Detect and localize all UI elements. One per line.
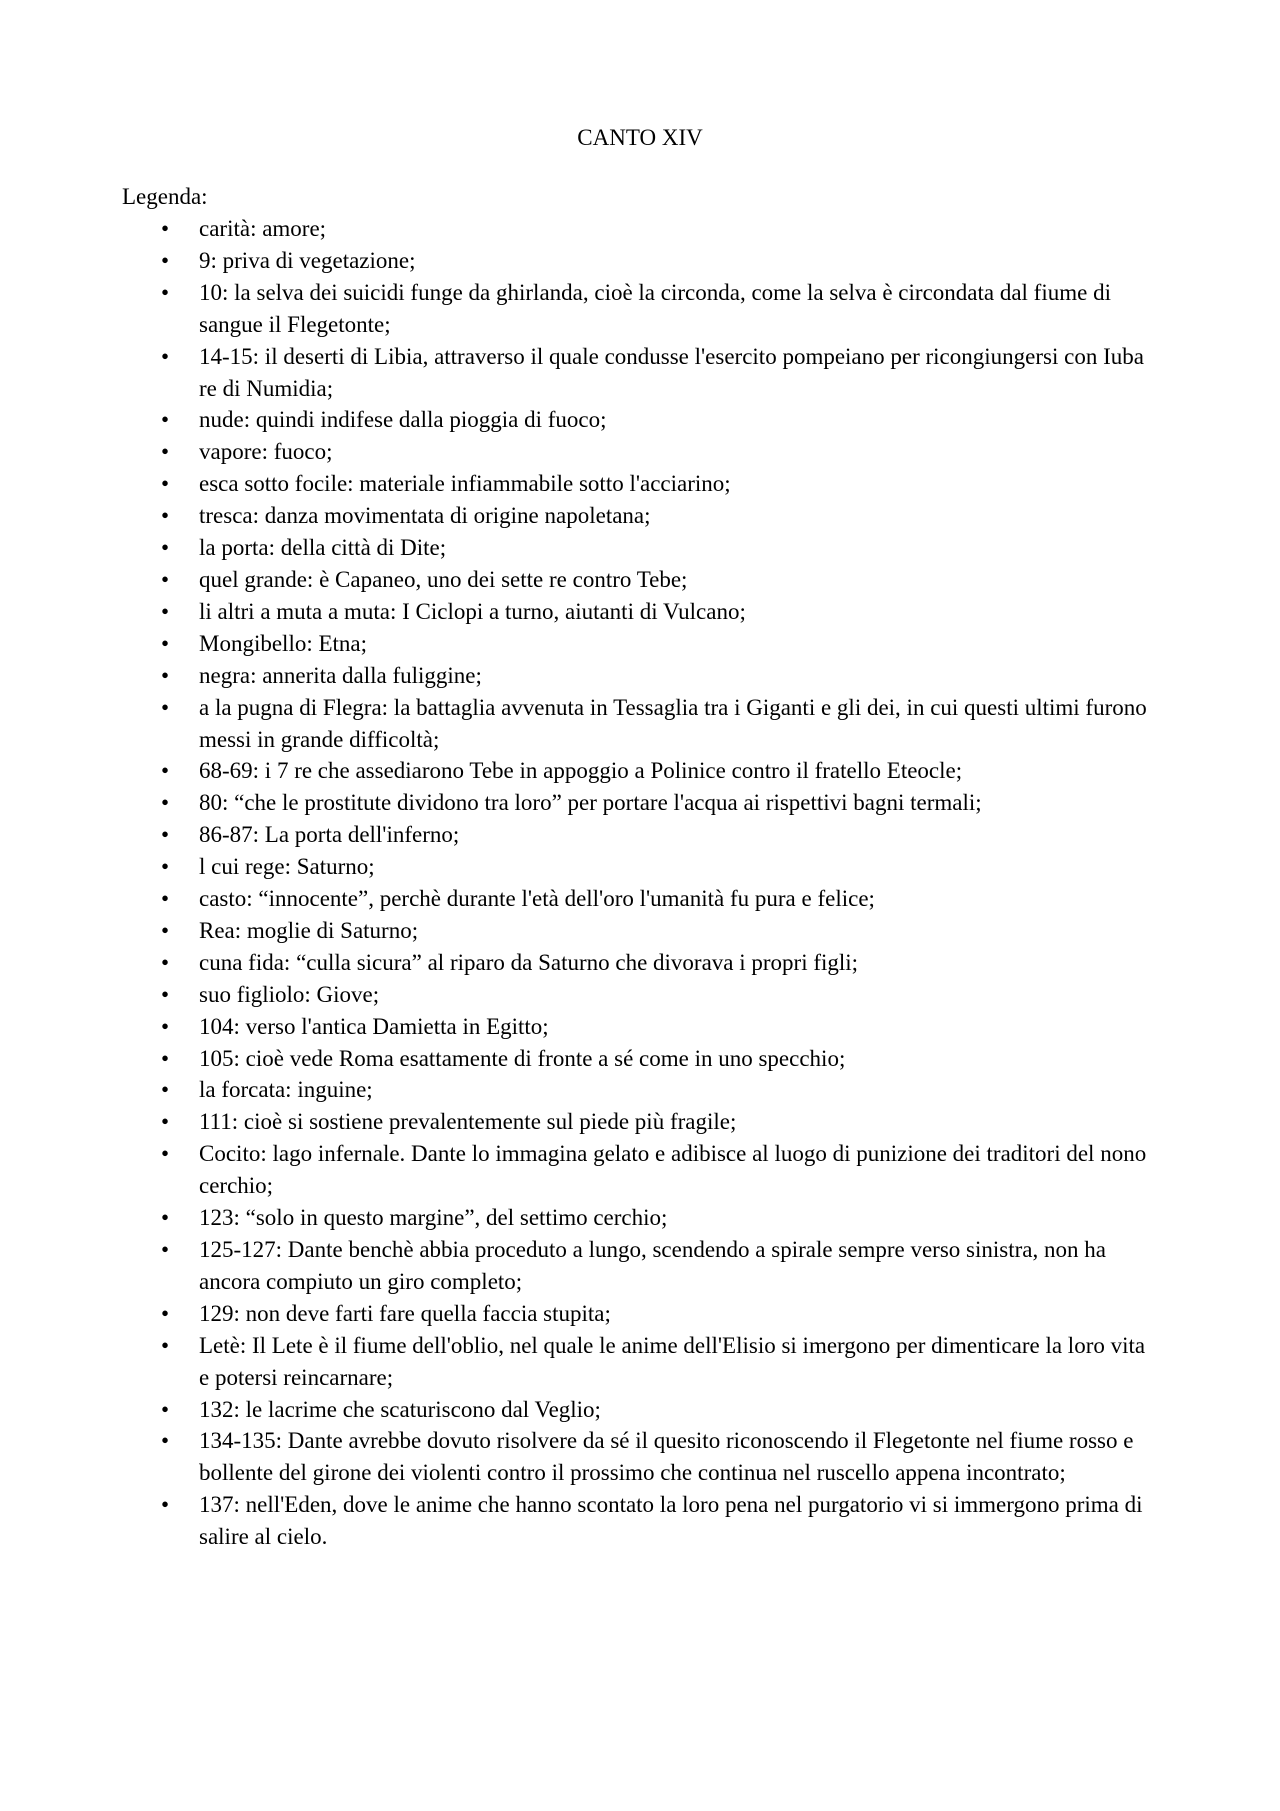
- note-item: [0, 1330, 1159, 1394]
- note-item: [0, 947, 1159, 979]
- note-item: [0, 1234, 1159, 1298]
- bullet-icon: •: [161, 662, 170, 688]
- note-item: [0, 628, 1159, 660]
- note-text: cuna fida: “culla sicura” al riparo da Saturno che divorava i propri figli;: [199, 949, 859, 975]
- bullet-icon: •: [161, 279, 170, 305]
- note-text: carità: amore;: [199, 216, 327, 241]
- bullet-icon: •: [161, 949, 170, 975]
- bullet-icon: •: [161, 503, 170, 529]
- bullet-icon: •: [161, 535, 170, 561]
- note-item: [0, 660, 1159, 692]
- bullet-icon: •: [161, 1396, 170, 1422]
- note-text: a la pugna di Flegra: la battaglia avvenuta in Tessaglia tra i Giganti e gli dei, in cui questi ultimi furono messi in grande difficoltà;: [199, 694, 1147, 752]
- bullet-icon: •: [161, 758, 170, 784]
- bullet-icon: •: [161, 439, 170, 465]
- note-text: esca sotto focile: materiale infiammabile sotto l'acciarino;: [199, 471, 731, 497]
- note-item: [0, 787, 1159, 819]
- bullet-icon: •: [161, 598, 170, 624]
- note-text: 10: la selva dei suicidi funge da ghirlanda, cioè la circonda, come la selva è circondata dal fiume di sangue il Flegetonte;: [199, 279, 1111, 337]
- bullet-icon: •: [161, 1428, 170, 1454]
- note-text: Letè: Il Lete è il fiume dell'oblio, nel quale le anime dell'Elisio si imergono per dimenticare la loro vita e potersi reincarnare;: [199, 1332, 1146, 1390]
- legend-label: Legenda:: [122, 184, 208, 209]
- note-item: [0, 1489, 1159, 1553]
- note-text: 104: verso l'antica Damietta in Egitto;: [199, 1013, 549, 1039]
- note-item: [0, 883, 1159, 915]
- note-text: l cui rege: Saturno;: [199, 854, 375, 880]
- note-text: casto: “innocente”, perchè durante l'età dell'oro l'umanità fu pura e felice;: [199, 886, 875, 912]
- note-text: nude: quindi indifese dalla pioggia di fuoco;: [199, 407, 607, 433]
- bullet-icon: •: [161, 566, 170, 592]
- bullet-icon: •: [161, 1237, 170, 1262]
- note-text: 137: nell'Eden, dove le anime che hanno scontato la loro pena nel purgatorio vi si immergono prima di salire al cielo.: [199, 1492, 1143, 1550]
- bullet-icon: •: [161, 1205, 170, 1231]
- note-text: 123: “solo in questo margine”, del settimo cerchio;: [199, 1205, 668, 1231]
- note-text: la porta: della città di Dite;: [199, 535, 447, 561]
- note-text: Rea: moglie di Saturno;: [199, 917, 419, 943]
- notes-list: [0, 213, 1280, 1553]
- bullet-icon: •: [161, 630, 170, 656]
- note-item: [0, 851, 1159, 883]
- note-item: [0, 245, 1159, 277]
- note-item: [0, 1298, 1159, 1330]
- bullet-icon: •: [161, 1332, 170, 1358]
- bullet-icon: •: [161, 694, 170, 720]
- note-text: 105: cioè vede Roma esattamente di fronte a sé come in uno specchio;: [199, 1045, 846, 1071]
- bullet-icon: •: [161, 886, 170, 912]
- note-item: [0, 468, 1159, 500]
- bullet-icon: •: [161, 1492, 170, 1518]
- bullet-icon: •: [161, 1109, 170, 1135]
- note-item: [0, 1394, 1159, 1426]
- bullet-icon: •: [161, 822, 170, 848]
- note-text: 129: non deve farti fare quella faccia stupita;: [199, 1300, 611, 1326]
- note-item: [0, 1202, 1159, 1234]
- bullet-icon: •: [161, 407, 170, 433]
- note-text: 134-135: Dante avrebbe dovuto risolvere da sé il quesito riconoscendo il Flegetonte nel fiume rosso e bollente del girone dei violenti contro il prossimo che continua nel ruscello appena incontrato;: [199, 1428, 1134, 1486]
- bullet-icon: •: [161, 1300, 170, 1326]
- note-item: [0, 819, 1159, 851]
- note-item: [0, 341, 1159, 405]
- note-item: [0, 1138, 1159, 1202]
- note-item: [0, 213, 1159, 245]
- note-text: suo figliolo: Giove;: [199, 981, 380, 1007]
- note-item: [0, 755, 1159, 787]
- note-item: [0, 277, 1159, 341]
- note-text: tresca: danza movimentata di origine napoletana;: [199, 503, 651, 529]
- note-text: la forcata: inguine;: [199, 1077, 373, 1103]
- note-item: [0, 1074, 1159, 1106]
- note-text: 111: cioè si sostiene prevalentemente sul piede più fragile;: [199, 1109, 737, 1135]
- note-item: [0, 915, 1159, 947]
- note-item: [0, 692, 1159, 756]
- bullet-icon: •: [161, 471, 170, 497]
- bullet-icon: •: [161, 1013, 170, 1039]
- note-text: Cocito: lago infernale. Dante lo immagina gelato e adibisce al luogo di punizione dei traditori del nono cerchio;: [199, 1141, 1147, 1199]
- bullet-icon: •: [161, 981, 170, 1007]
- bullet-icon: •: [161, 917, 170, 943]
- note-text: Mongibello: Etna;: [199, 630, 368, 656]
- note-item: [0, 979, 1159, 1011]
- bullet-icon: •: [161, 854, 170, 880]
- note-item: [0, 500, 1159, 532]
- note-text: vapore: fuoco;: [199, 439, 333, 465]
- note-text: li altri a muta a muta: I Ciclopi a turno, aiutanti di Vulcano;: [199, 598, 746, 624]
- note-text: 80: “che le prostitute dividono tra loro” per portare l'acqua ai rispettivi bagni termali;: [199, 790, 982, 816]
- bullet-icon: •: [161, 1045, 170, 1071]
- note-text: 125-127: Dante benchè abbia proceduto a lungo, scendendo a spirale sempre verso sinistra, non ha ancora compiuto un giro completo;: [199, 1237, 1106, 1294]
- bullet-icon: •: [161, 216, 170, 241]
- note-item: [0, 596, 1159, 628]
- note-text: 14-15: il deserti di Libia, attraverso il quale condusse l'esercito pompeiano per ricongiungersi con Iuba re di Numidia;: [199, 343, 1144, 401]
- note-item: [0, 1011, 1159, 1043]
- note-text: 68-69: i 7 re che assediarono Tebe in appoggio a Polinice contro il fratello Eteocle;: [199, 758, 963, 784]
- bullet-icon: •: [161, 1141, 170, 1167]
- note-item: [0, 1043, 1159, 1075]
- bullet-icon: •: [161, 343, 170, 369]
- note-item: [0, 564, 1159, 596]
- note-item: [0, 404, 1159, 436]
- page-title: CANTO XIV: [577, 125, 703, 150]
- bullet-icon: •: [161, 247, 170, 273]
- note-text: 9: priva di vegetazione;: [199, 247, 416, 273]
- note-item: [0, 532, 1159, 564]
- note-text: quel grande: è Capaneo, uno dei sette re contro Tebe;: [199, 566, 688, 592]
- bullet-icon: •: [161, 790, 170, 816]
- note-item: [0, 436, 1159, 468]
- note-item: [0, 1106, 1159, 1138]
- note-item: [0, 1425, 1159, 1489]
- note-text: 86-87: La porta dell'inferno;: [199, 822, 460, 848]
- bullet-icon: •: [161, 1077, 170, 1103]
- note-text: negra: annerita dalla fuliggine;: [199, 662, 482, 688]
- note-text: 132: le lacrime che scaturiscono dal Veglio;: [199, 1396, 601, 1422]
